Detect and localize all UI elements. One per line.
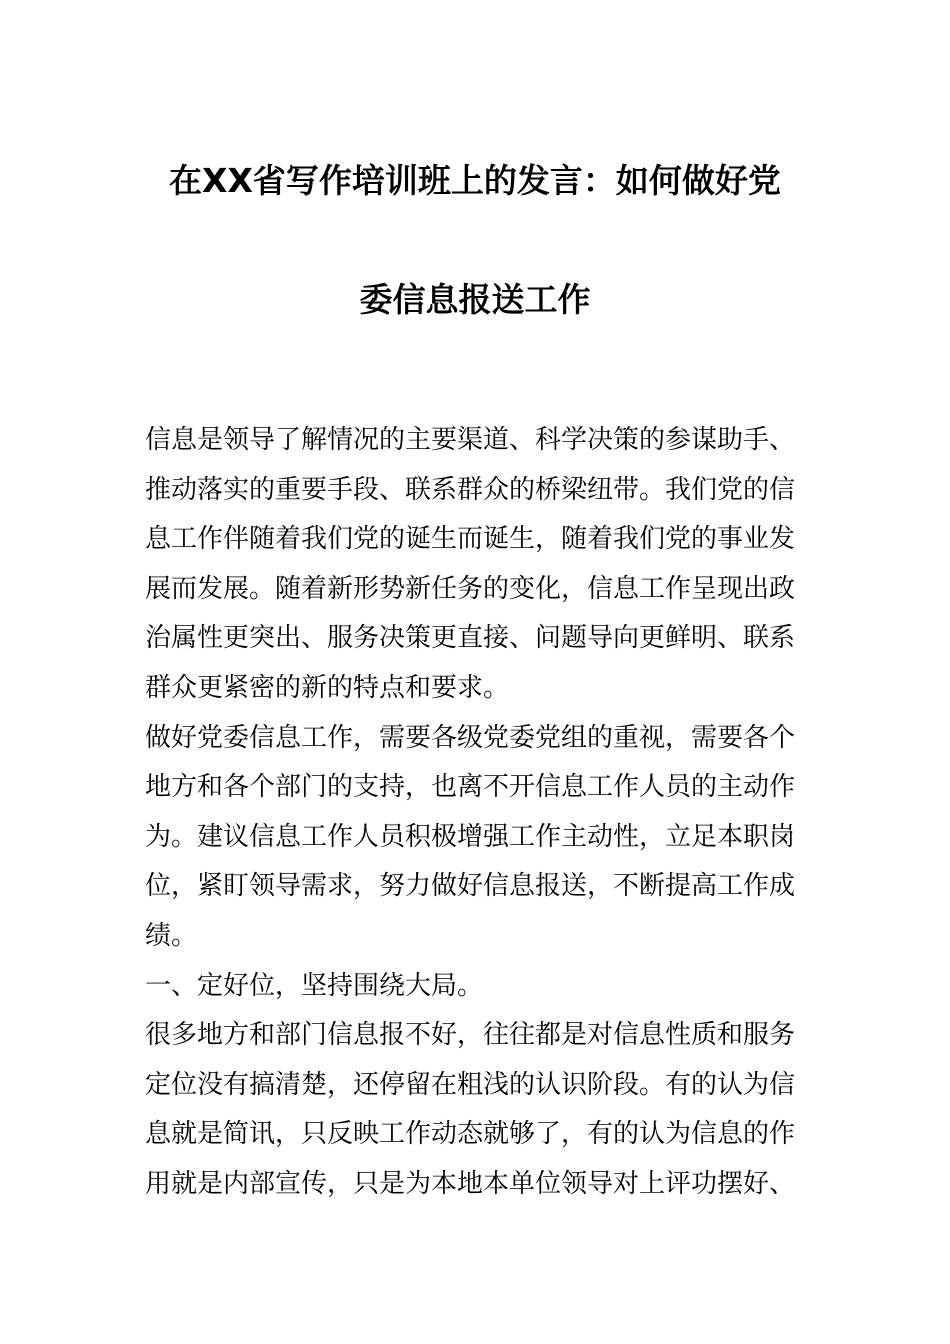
- body-line: 用就是内部宣传，只是为本地本单位领导对上评功摆好、: [145, 1168, 796, 1199]
- body-line: 为。建议信息工作人员积极增强工作主动性，立足本职岗: [145, 821, 796, 852]
- section-heading: 一、定好位，坚持围绕大局。: [145, 970, 484, 1001]
- document-body: [145, 416, 810, 1210]
- body-line: 息工作伴随着我们党的诞生而诞生，随着我们党的事业发: [145, 524, 796, 555]
- body-line: 治属性更突出、服务决策更直接、问题导向更鲜明、联系: [145, 623, 796, 654]
- body-line: 做好党委信息工作，需要各级党委党组的重视，需要各个: [145, 722, 796, 753]
- body-line: 绩。: [145, 920, 198, 951]
- body-line: 很多地方和部门信息报不好，往往都是对信息性质和服务: [145, 1020, 796, 1051]
- body-line: 位，紧盯领导需求，努力做好信息报送，不断提高工作成: [145, 871, 796, 902]
- body-line: 群众更紧密的新的特点和要求。: [145, 672, 510, 703]
- body-line: 展而发展。随着新形势新任务的变化，信息工作呈现出政: [145, 573, 796, 604]
- body-line: 推动落实的重要手段、联系群众的桥梁纽带。我们党的信: [145, 474, 796, 505]
- document-title-line-1: 在XX省写作培训班上的发言：如何做好党: [169, 161, 781, 200]
- body-line: 定位没有搞清楚，还停留在粗浅的认识阶段。有的认为信: [145, 1069, 796, 1100]
- body-line: 信息是领导了解情况的主要渠道、科学决策的参谋助手、: [145, 425, 796, 455]
- body-line: 地方和各个部门的支持，也离不开信息工作人员的主动作: [145, 772, 796, 803]
- document-title-line-2: 委信息报送工作: [359, 280, 591, 319]
- body-line: 息就是简讯，只反映工作动态就够了，有的认为信息的作: [145, 1119, 796, 1150]
